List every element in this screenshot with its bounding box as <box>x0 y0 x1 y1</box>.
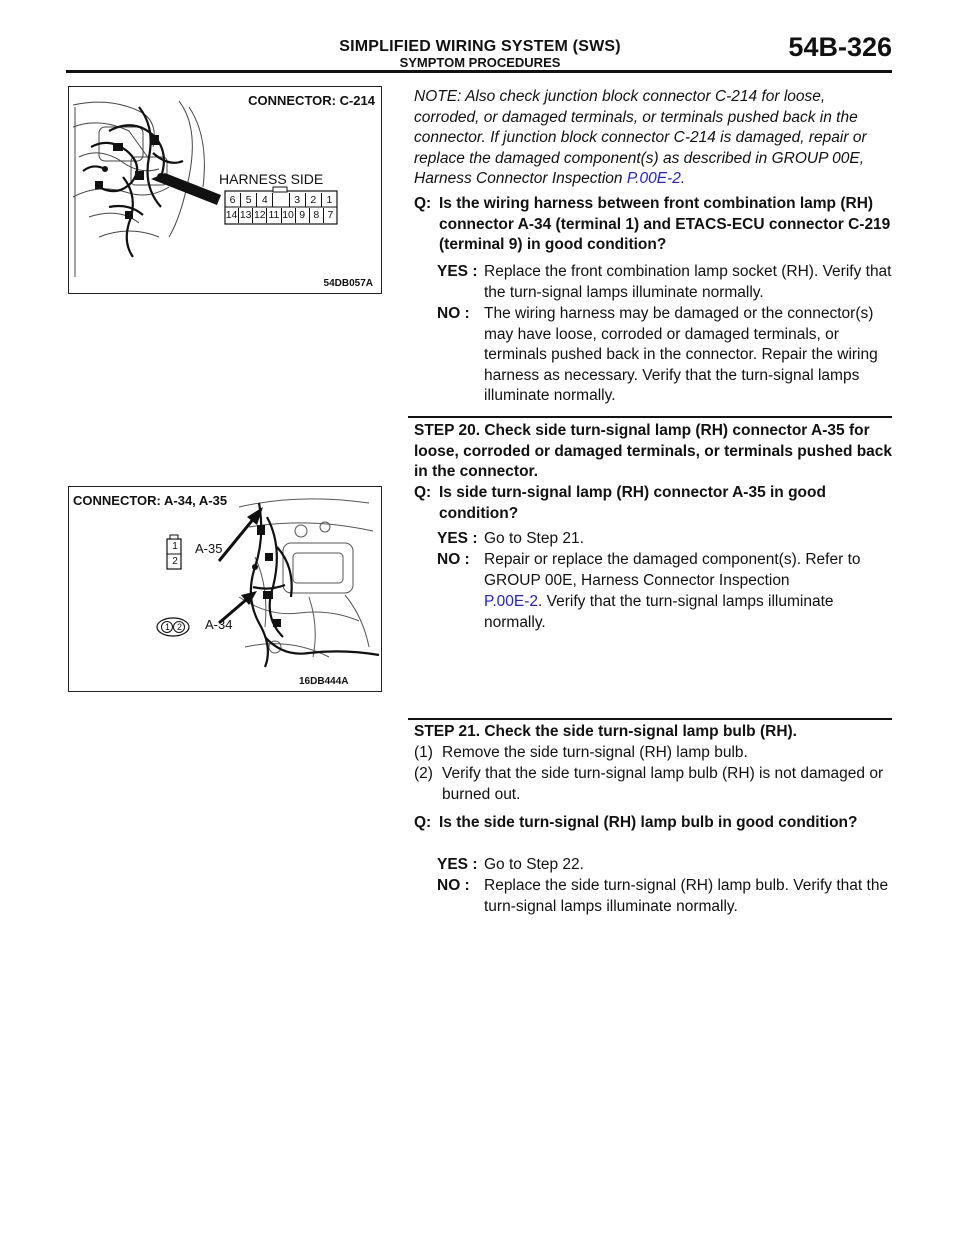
figure2-code: 16DB444A <box>299 676 349 687</box>
step20-q-label: Q: <box>414 484 432 501</box>
step21-item-1 <box>414 743 892 764</box>
step21-no-answer <box>437 876 892 917</box>
step20-yes-answer <box>437 529 892 550</box>
step20-question <box>414 483 892 524</box>
step21-yes-answer <box>437 855 892 876</box>
step21-item2-text: Verify that the side turn-signal lamp bulb (RH) is not damaged or burned out. <box>442 765 884 803</box>
step20-yes-label: YES : <box>437 530 478 547</box>
figure2-title: CONNECTOR: A-34, A-35 <box>73 493 228 508</box>
c214-top-pin-row <box>225 193 337 207</box>
step21-item1-text: Remove the side turn-signal (RH) lamp bulb. <box>442 744 748 761</box>
c214-bottom-pin-row <box>225 208 337 223</box>
note-paragraph <box>414 87 892 190</box>
a34-pin-2: 2 <box>176 622 182 632</box>
c214-bottom-pin: 8 <box>310 208 324 223</box>
c214-bottom-pin: 11 <box>267 208 281 223</box>
step21-rule <box>408 718 892 720</box>
step21-q-text: Is the side turn-signal (RH) lamp bulb in good condition? <box>439 814 858 831</box>
dashboard-wiring-drawing <box>69 87 382 294</box>
step20-yes-text: Go to Step 21. <box>484 530 584 547</box>
step20-no-link[interactable]: P.00E-2 <box>484 593 539 610</box>
c214-top-pin: 3 <box>290 193 306 207</box>
c214-top-pin: 4 <box>257 193 273 207</box>
a35-pin-2: 2 <box>172 556 178 567</box>
a34-pin-1: 1 <box>164 622 170 632</box>
a35-pin-1: 1 <box>172 541 178 552</box>
figure1-title: CONNECTOR: C-214 <box>248 93 375 108</box>
note-text: NOTE: Also check junction block connector C-214 for loose, corroded, or damaged terminals, or terminals pushed back in the connector. If junction block connector C-214 is damaged, repair or replace the damaged component(s) as described in GROUP 00E, Harness Connector Inspection <box>414 88 867 187</box>
q1-no-label: NO : <box>437 305 470 322</box>
step21-title: STEP 21. Check the side turn-signal lamp bulb (RH). <box>414 723 797 740</box>
c214-top-pin: 1 <box>326 194 333 206</box>
c214-bottom-pin: 9 <box>296 208 310 223</box>
step20-no-label: NO : <box>437 551 470 568</box>
c214-top-pin: 5 <box>241 193 257 207</box>
q1-text: Is the wiring harness between front combination lamp (RH) connector A-34 (terminal 1) and ETACS-ECU connector C-219 (terminal 9) in good condition? <box>439 195 891 253</box>
q1-no-text: The wiring harness may be damaged or the connector(s) may have loose, corroded or damaged terminals, or terminals pushed back in the connector. Repair the wiring harness as necessary. Verify that the turn-signal lamps illuminate normally. <box>484 305 878 404</box>
step20-no-answer-cont <box>437 592 892 633</box>
subsection-title: SYMPTOM PROCEDURES <box>399 55 561 70</box>
q1-no-answer <box>437 304 892 407</box>
step20-no-text: Repair or replace the damaged component(s). Refer to GROUP 00E, Harness Connector Inspection <box>484 551 861 589</box>
step21-yes-text: Go to Step 22. <box>484 856 584 873</box>
note-end: . <box>680 170 686 187</box>
c214-top-pin <box>273 193 289 207</box>
c214-bottom-pin: 14 <box>225 209 238 221</box>
note-link[interactable]: P.00E-2 <box>626 170 681 187</box>
step21-item2-num: (2) <box>414 765 433 782</box>
figure-connector-c214 <box>68 86 382 294</box>
question-1 <box>414 194 892 256</box>
header-rule <box>66 70 892 73</box>
c214-bottom-pin: 7 <box>327 209 334 221</box>
q1-label: Q: <box>414 195 432 212</box>
label-a35: A-35 <box>195 541 223 556</box>
c214-bottom-pin: 13 <box>239 209 252 221</box>
label-a34: A-34 <box>205 617 233 632</box>
section-title: SIMPLIFIED WIRING SYSTEM (SWS) <box>339 38 621 55</box>
step21-item1-num: (1) <box>414 744 433 761</box>
step21-q-label: Q: <box>414 814 432 831</box>
step21-no-text: Replace the side turn-signal (RH) lamp bulb. Verify that the turn-signal lamps illuminate normally. <box>484 877 889 915</box>
engine-bay-wiring-drawing <box>69 487 382 692</box>
c214-top-pin: 6 <box>225 193 241 207</box>
c214-bottom-pin: 12 <box>253 209 266 221</box>
figure-connector-a34-a35 <box>68 486 382 692</box>
step20-q-text: Is side turn-signal lamp (RH) connector A-35 in good condition? <box>439 484 826 522</box>
step21-yes-label: YES : <box>437 856 478 873</box>
pointer-arrow-a35 <box>219 507 263 561</box>
step21-question <box>414 813 892 834</box>
step20-no-answer <box>437 550 892 591</box>
c214-top-pin: 2 <box>306 193 322 207</box>
page-number: 54B-326 <box>788 32 892 62</box>
pointer-arrow <box>151 173 221 205</box>
q1-yes-answer <box>437 262 892 303</box>
q1-yes-label: YES : <box>437 263 478 280</box>
step20-no-text2: . Verify that the turn-signal lamps illuminate normally. <box>484 593 834 631</box>
figure1-code: 54DB057A <box>323 278 373 289</box>
step21-item-2 <box>414 764 892 805</box>
harness-side-label: HARNESS SIDE <box>219 171 324 187</box>
q1-yes-text: Replace the front combination lamp socket (RH). Verify that the turn-signal lamps illuminate normally. <box>484 263 892 301</box>
step21-no-label: NO : <box>437 877 470 894</box>
step20-rule <box>408 416 892 418</box>
step20-title: STEP 20. Check side turn-signal lamp (RH) connector A-35 for loose, corroded or damaged terminals, or terminals pushed back in the connector. <box>414 422 893 480</box>
c214-bottom-pin: 10 <box>282 209 294 221</box>
